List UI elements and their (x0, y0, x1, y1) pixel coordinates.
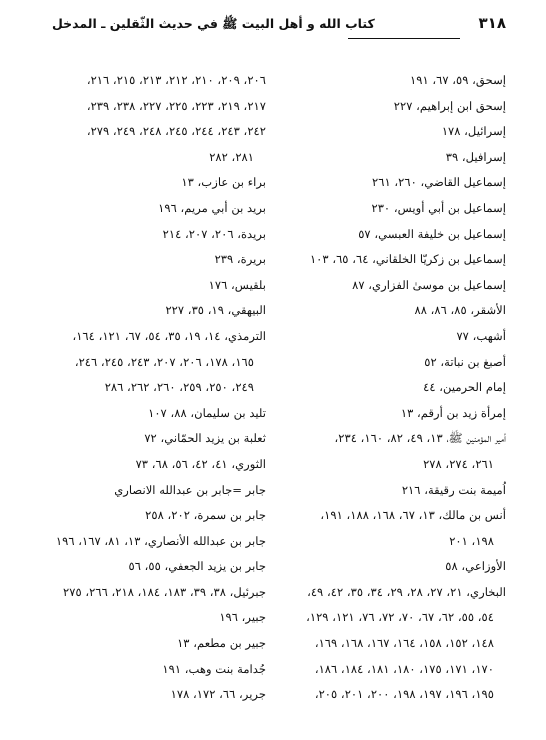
index-entry: جابر =جابر بن عبدالله الانصاري (114, 482, 266, 497)
index-entry: ١٩٥، ١٩٦، ١٩٧، ١٩٨، ٢٠٠، ٢٠١، ٢٠٥، (314, 687, 494, 702)
index-entry: ١٤٨، ١٥٢، ١٥٨، ١٦٤، ١٦٧، ١٦٨، ١٦٩، (314, 636, 494, 651)
index-entry: جبرئيل، ٣٨، ٣٩، ١٨٣، ١٨٤، ٢١٨، ٢٦٦، ٢٧٥ (63, 584, 266, 599)
index-entry: جابر بن عبدالله الأنصاري، ١٣، ٨١، ١٦٧، ١٩٦ (55, 533, 266, 548)
index-entry: ٢٤٢، ٢٤٣، ٢٤٤، ٢٤٥، ٢٤٨، ٢٤٩، ٢٧٩، (86, 124, 266, 139)
index-entry: بريدة، ٢٠٦، ٢٠٧، ٢١٤ (162, 226, 266, 241)
index-entry: ١٦٥، ١٧٨، ٢٠٦، ٢٠٧، ٢٤٣، ٢٤٥، ٢٤٦، (74, 354, 254, 369)
index-entry: أمير المؤمنين ﷺ، ١٣، ٤٩، ٨٢، ١٦٠، ٢٣٤، (334, 431, 506, 446)
index-entry: بريرة، ٢٣٩ (214, 252, 266, 267)
index-entry: جبير، ١٩٦ (219, 610, 266, 625)
index-entry: ٥٤، ٥٥، ٦٢، ٦٧، ٧٠، ٧٢، ٧٦، ١٢١، ١٢٩، (306, 610, 494, 625)
index-entry: إسحق، ٥٩، ٦٧، ١٩١ (409, 73, 506, 87)
index-entry: بريد بن أبي مريم، ١٩٦ (158, 200, 266, 215)
index-entry: الترمذي، ١٤، ١٩، ٣٥، ٥٤، ٦٧، ١٢١، ١٦٤، (72, 328, 266, 343)
index-entry: الثوري، ٤١، ٤٢، ٥٦، ٦٨، ٧٣ (135, 456, 266, 471)
index-entry: براء بن عازب، ١٣ (181, 175, 266, 190)
index-entry: إسحق ابن إبراهيم، ٢٢٧ (393, 98, 506, 113)
index-entry: إسماعيل القاضي، ٢٦٠، ٢٦١ (372, 175, 506, 190)
index-entry: أصبغ بن نباتة، ٥٢ (424, 354, 506, 369)
index-entry: إسرائيل، ١٧٨ (441, 124, 506, 139)
index-entry: إمام الحرمين، ٤٤ (423, 380, 506, 395)
index-entry: جابر بن يزيد الجعفي، ٥٥، ٥٦ (128, 559, 266, 574)
index-entry: إسماعيل بن زكريّا الخلقاني، ٦٤، ٦٥، ١٠٣ (309, 252, 506, 267)
index-entry: جبير بن مطعم، ١٣ (177, 636, 266, 651)
index-entry: جابر بن سمرة، ٢٠٢، ٢٥٨ (145, 508, 266, 523)
index-entry: تليد بن سليمان، ٨٨، ١٠٧ (148, 405, 266, 420)
index-entry: بلقيس، ١٧٦ (208, 277, 266, 292)
page-number: ٣١٨ (478, 14, 506, 32)
index-entry: أنس بن مالك، ١٣، ٦٧، ١٦٨، ١٨٨، ١٩١، (320, 508, 506, 523)
index-entry: ١٩٨، ٢٠١ (449, 533, 494, 548)
index-entry: جرير، ٦٦، ١٧٢، ١٧٨ (170, 687, 266, 702)
index-column-right (278, 68, 506, 708)
index-entry: إمرأة زيد بن أرقم، ١٣ (400, 405, 506, 420)
index-entry: جُدامة بنت وهب، ١٩١ (162, 661, 266, 676)
index-entry: البخاري، ٢١، ٢٧، ٢٨، ٢٩، ٣٤، ٣٥، ٤٢، ٤٩، (307, 584, 506, 599)
index-entry: الأوزاعي، ٥٨ (445, 559, 506, 574)
running-title: كتاب الله و أهل البيت ﷺ في حديث الثّقلين ـ المدخل (52, 16, 375, 31)
page-header (52, 14, 506, 40)
index-entry: ٢٤٩، ٢٥٠، ٢٥٩، ٢٦٠، ٢٦٢، ٢٨٦ (104, 380, 254, 395)
index-entry: اُميمة بنت رقيقة، ٢١٦ (401, 482, 506, 497)
index-entry: البيهقي، ١٩، ٣٥، ٢٢٧ (165, 303, 266, 318)
index-entry: ٢٨١، ٢٨٢ (209, 149, 254, 164)
index-entry: إسماعيل بن خليفة العبسي، ٥٧ (358, 226, 506, 241)
header-rule (348, 38, 460, 39)
index-entry: ٢٦١، ٢٧٤، ٢٧٨ (423, 456, 494, 471)
index-entry: إسماعيل بن موسىٰ الفزاري، ٨٧ (352, 277, 506, 292)
index-entry: أشهب، ٧٧ (456, 328, 506, 343)
index-entry: ثعلبة بن يزيد الحمّاني، ٧٢ (144, 431, 266, 446)
index-column-left (54, 68, 266, 708)
index-entry: ٢١٧، ٢١٩، ٢٢٣، ٢٢٥، ٢٢٧، ٢٣٨، ٢٣٩، (86, 98, 266, 113)
index-entry: ١٧٠، ١٧١، ١٧٥، ١٨٠، ١٨١، ١٨٤، ١٨٦، (314, 661, 494, 676)
index-entry: ٢٠٦، ٢٠٩، ٢١٠، ٢١٢، ٢١٣، ٢١٥، ٢١٦، (86, 73, 266, 87)
index-entry: الأشقر، ٨٥، ٨٦، ٨٨ (414, 303, 506, 318)
index-entry: إسماعيل بن أبي أويس، ٢٣٠ (371, 200, 506, 215)
index-entry: إسرافيل، ٣٩ (445, 149, 506, 164)
